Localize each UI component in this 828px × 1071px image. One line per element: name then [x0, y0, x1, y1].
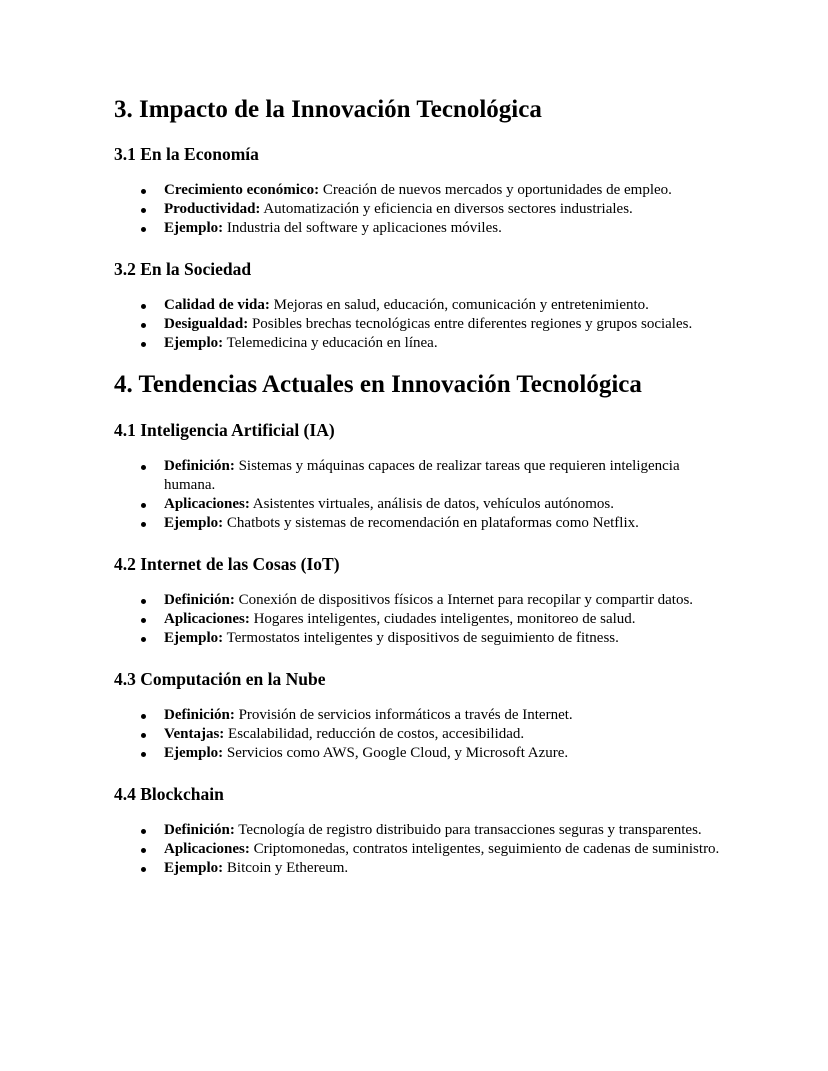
list-item [164, 457, 728, 495]
list-item [164, 610, 728, 629]
item-text: Bitcoin y Ethereum. [223, 860, 349, 876]
item-text: Mejoras en salud, educación, comunicación y entretenimiento. [269, 297, 649, 313]
item-label: Calidad de vida: [164, 297, 270, 313]
subsection-4-3 [114, 667, 728, 763]
subsection-3-2-heading: 3.2 En la Sociedad [114, 259, 252, 279]
subsection-3-1 [114, 142, 728, 238]
item-label: Definición: [164, 458, 235, 474]
item-label: Definición: [164, 822, 235, 838]
item-text: Sistemas y máquinas capaces de realizar tareas que requieren inteligencia humana. [164, 458, 680, 493]
item-label: Ejemplo: [164, 515, 224, 531]
item-text: Telemedicina y educación en línea. [223, 335, 438, 351]
item-label: Ejemplo: [164, 335, 224, 351]
item-label: Ejemplo: [164, 630, 224, 646]
list-item [164, 296, 728, 315]
bullet-list [114, 181, 728, 238]
item-text: Industria del software y aplicaciones móviles. [223, 220, 502, 236]
subsection-4-2-heading: 4.2 Internet de las Cosas (IoT) [114, 554, 340, 574]
list-item [164, 744, 728, 763]
section-4-heading: 4. Tendencias Actuales en Innovación Tecnológica [114, 371, 642, 398]
bullet-list [114, 821, 728, 878]
list-item [164, 591, 728, 610]
item-label: Ejemplo: [164, 220, 224, 236]
list-item [164, 219, 728, 238]
list-item [164, 629, 728, 648]
list-item [164, 315, 728, 334]
item-text: Conexión de dispositivos físicos a Internet para recopilar y compartir datos. [234, 592, 694, 608]
list-item [164, 334, 728, 353]
list-item [164, 495, 728, 514]
item-label: Aplicaciones: [164, 611, 250, 627]
item-text: Hogares inteligentes, ciudades inteligentes, monitoreo de salud. [249, 611, 636, 627]
item-text: Provisión de servicios informáticos a través de Internet. [234, 707, 573, 723]
bullet-list [114, 591, 728, 648]
item-text: Automatización y eficiencia en diversos sectores industriales. [260, 201, 633, 217]
subsection-4-4-heading: 4.4 Blockchain [114, 784, 224, 804]
section-3-heading: 3. Impacto de la Innovación Tecnológica [114, 96, 542, 123]
subsection-4-1 [114, 418, 728, 533]
item-text: Criptomonedas, contratos inteligentes, seguimiento de cadenas de suministro. [249, 841, 720, 857]
subsection-3-2 [114, 257, 728, 353]
list-item [164, 821, 728, 840]
item-text: Termostatos inteligentes y dispositivos de seguimiento de fitness. [223, 630, 619, 646]
section-4 [114, 368, 728, 878]
item-label: Desigualdad: [164, 316, 249, 332]
bullet-list [114, 706, 728, 763]
list-item [164, 181, 728, 200]
subsection-4-3-heading: 4.3 Computación en la Nube [114, 669, 326, 689]
list-item [164, 725, 728, 744]
item-label: Ejemplo: [164, 745, 224, 761]
item-label: Definición: [164, 707, 235, 723]
item-label: Ejemplo: [164, 860, 224, 876]
item-label: Crecimiento económico: [164, 182, 320, 198]
subsection-4-2 [114, 552, 728, 648]
item-text: Servicios como AWS, Google Cloud, y Microsoft Azure. [223, 745, 569, 761]
bullet-list [114, 457, 728, 533]
item-label: Definición: [164, 592, 235, 608]
item-label: Aplicaciones: [164, 496, 250, 512]
bullet-list [114, 296, 728, 353]
item-label: Ventajas: [164, 726, 225, 742]
item-text: Tecnología de registro distribuido para transacciones seguras y transparentes. [234, 822, 702, 838]
list-item [164, 840, 728, 859]
subsection-3-1-heading: 3.1 En la Economía [114, 144, 259, 164]
item-text: Chatbots y sistemas de recomendación en plataformas como Netflix. [223, 515, 639, 531]
list-item [164, 200, 728, 219]
section-3 [114, 93, 728, 353]
item-text: Creación de nuevos mercados y oportunidades de empleo. [319, 182, 672, 198]
item-label: Aplicaciones: [164, 841, 250, 857]
list-item [164, 706, 728, 725]
item-label: Productividad: [164, 201, 261, 217]
subsection-4-4 [114, 782, 728, 878]
item-text: Asistentes virtuales, análisis de datos, vehículos autónomos. [249, 496, 614, 512]
list-item [164, 859, 728, 878]
item-text: Escalabilidad, reducción de costos, accesibilidad. [224, 726, 525, 742]
list-item [164, 514, 728, 533]
item-text: Posibles brechas tecnológicas entre diferentes regiones y grupos sociales. [248, 316, 693, 332]
subsection-4-1-heading: 4.1 Inteligencia Artificial (IA) [114, 420, 335, 440]
